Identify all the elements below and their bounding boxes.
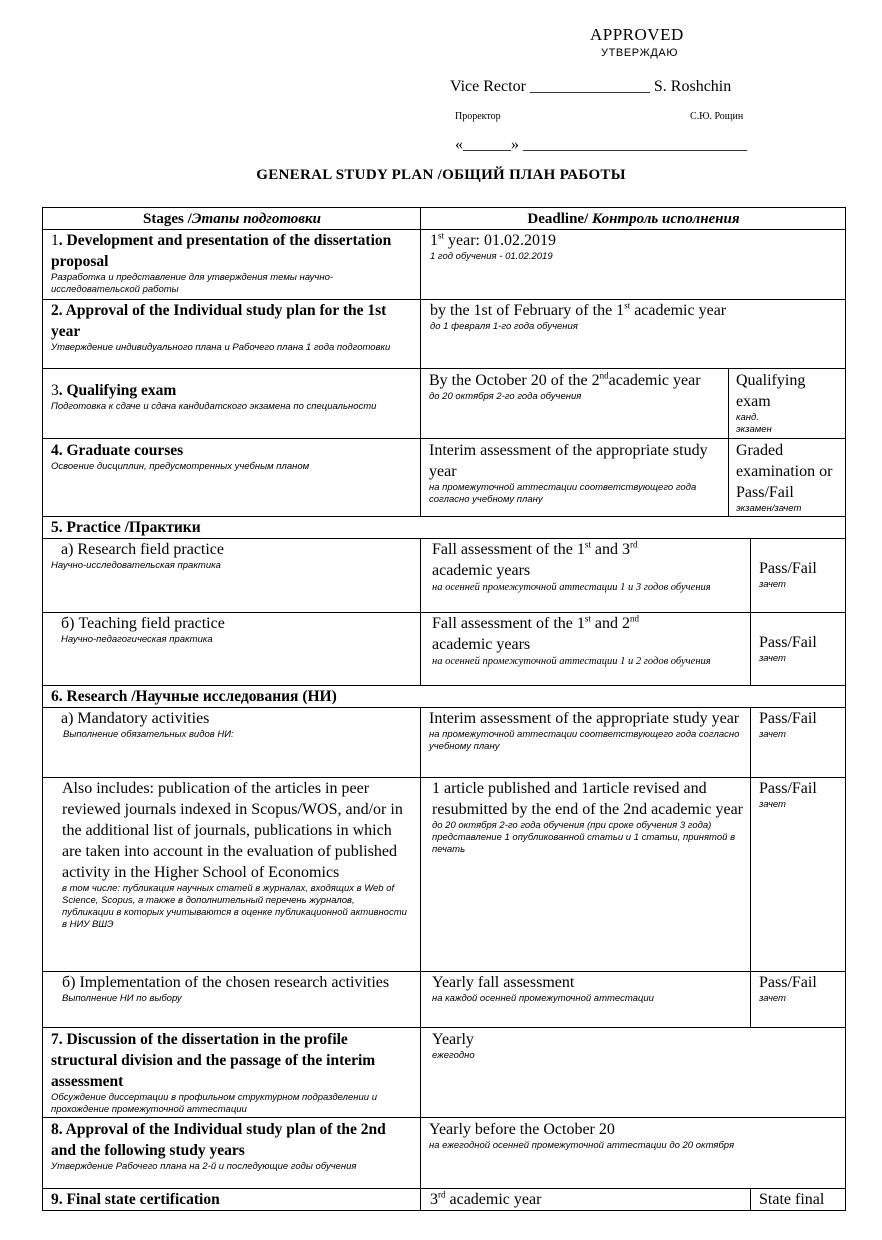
deadline-post: academic year [608, 372, 701, 389]
table-row-8-stage [51, 1119, 413, 1173]
table-row-5a-control [759, 558, 843, 591]
stage-title [51, 380, 413, 401]
deadline-part2: and 3 [590, 541, 630, 558]
col-divider [845, 207, 846, 1211]
stage-title: б) Implementation of the chosen research activities [62, 974, 390, 991]
deadline-text [430, 1189, 742, 1210]
row-divider [42, 368, 846, 369]
deadline-part2: and 2 [590, 615, 630, 632]
deadline-ru: до 1 февраля 1-го года обучения [430, 321, 578, 332]
stage-description-ru: Обсуждение диссертации в профильном структурном подразделении и прохождение промежуточной аттестации [51, 1092, 377, 1115]
stage-title-text: . Qualifying exam [58, 382, 177, 399]
table-row-6a-control [759, 708, 843, 741]
deadline-sup1: st [584, 613, 591, 624]
deadline-ru: на ежегодной осенней промежуточной аттестации до 20 октября [429, 1140, 735, 1151]
col-divider [728, 368, 729, 516]
row-divider [42, 438, 846, 439]
stage-title: 2. Approval of the Individual study plan for the 1st year [51, 302, 387, 340]
table-row-9-stage [51, 1189, 413, 1210]
stage-description-ru: Выполнение обязательных видов НИ: [63, 729, 234, 740]
deadline-ru: 1 год обучения - 01.02.2019 [430, 251, 553, 262]
table-row-5a-deadline [432, 539, 744, 594]
control-text: Pass/Fail [759, 780, 817, 797]
table-row-9-control [759, 1189, 843, 1210]
col-divider [420, 207, 421, 516]
stage-description-ru: в том числе: публикация научных статей в журналах, входящих в Web of Science, Scopus, а также в дополнительный перечень журналов, публикации в которых учитываются в оценке публикационной активности в НИУ ВШЭ [62, 883, 407, 930]
deadline-ru: на каждой осенней промежуточной аттестации [432, 993, 654, 1004]
column-header-stages-ru: Этапы подготовки [191, 211, 321, 227]
deadline-part3: academic years [432, 562, 531, 579]
deadline-sup2: nd [630, 613, 639, 624]
table-row-6b-deadline [432, 972, 744, 1005]
stage-title: а) Research field practice [61, 541, 225, 558]
stage-description-ru: Выполнение НИ по выбору [62, 993, 182, 1004]
stage-title: б) Teaching field practice [61, 615, 225, 632]
column-header-deadline [422, 209, 845, 229]
stage-title: Also includes: publication of the articles in peer reviewed journals indexed in Scopus/WOS, and/or in the additional list of journals, publications in which are taken into account in the evaluation of published activity in the Higher School of Economics [62, 780, 403, 881]
control-text: Pass/Fail [759, 560, 817, 577]
deadline-text [430, 300, 840, 321]
table-row-3-deadline [429, 370, 724, 403]
control-text: State final [759, 1191, 825, 1208]
control-text: Pass/Fail [759, 974, 817, 991]
approved-label: APPROVED [590, 25, 684, 44]
col-divider [750, 538, 751, 685]
deadline-text [429, 370, 724, 391]
deadline-text: Yearly [432, 1031, 474, 1048]
table-row-6a-stage [51, 708, 413, 741]
control-ru: зачет [759, 799, 786, 810]
control-ru: канд. экзамен [736, 412, 772, 435]
table-row-4-control [736, 440, 842, 515]
col-divider [420, 538, 421, 685]
row-divider [42, 1210, 846, 1211]
section-5-title: 5. Practice /Практики [51, 519, 201, 536]
table-row-5b-stage [51, 613, 413, 646]
stage-description-ru: Утверждение Рабочего плана на 2-й и последующие годы обучения [51, 1161, 357, 1172]
stage-title: 9. Final state certification [51, 1191, 220, 1208]
table-row-7-deadline [432, 1029, 832, 1062]
deadline-sup: st [438, 230, 445, 241]
stage-description-ru: Научно-педагогическая практика [61, 634, 213, 645]
stage-title: 4. Graduate courses [51, 442, 184, 459]
control-ru: зачет [759, 993, 786, 1004]
approved-label-ru: УТВЕРЖДАЮ [601, 47, 679, 59]
deadline-text: Yearly before the October 20 [429, 1121, 615, 1138]
col-divider [420, 707, 421, 1211]
control-ru: зачет [759, 579, 786, 590]
table-row-4-deadline [429, 440, 724, 506]
stage-title: а) Mandatory activities [61, 710, 210, 727]
table-row-3-control [736, 370, 836, 436]
table-row-5b-control [759, 632, 843, 665]
prorector-label-ru: Проректор [455, 111, 501, 122]
table-row-9-deadline [430, 1189, 742, 1210]
deadline-text: 1 article published and 1article revised and resubmitted by the end of the 2nd academic year [432, 780, 743, 818]
deadline-post: academic year [445, 1191, 542, 1208]
page-title: GENERAL STUDY PLAN /ОБЩИЙ ПЛАН РАБОТЫ [256, 167, 626, 183]
deadline-text: Interim assessment of the appropriate study year [429, 710, 740, 727]
deadline-post: year: 01.02.2019 [444, 232, 556, 249]
stage-description-ru: Утверждение индивидуального плана и Рабочего плана 1 года подготовки [51, 342, 391, 353]
deadline-sup: st [624, 300, 631, 311]
table-row-6b-control [759, 972, 843, 1005]
table-row-1-deadline [430, 230, 840, 263]
deadline-ru: на осенней промежуточной аттестации 1 и 3 годов обучения [432, 582, 711, 593]
deadline-ru: на осенней промежуточной аттестации 1 и 2 годов обучения [432, 656, 711, 667]
col-divider [750, 1188, 751, 1211]
col-divider [42, 207, 43, 1211]
table-row-6a-deadline [429, 708, 747, 753]
control-text: Qualifying exam [736, 372, 806, 410]
deadline-part1: Fall assessment of the 1 [432, 615, 585, 632]
table-row-6-also-deadline [432, 778, 744, 856]
stage-description-ru: Подготовка к сдаче и сдача кандидатского экзамена по специальности [51, 401, 377, 412]
deadline-text [432, 539, 744, 581]
deadline-text: Yearly fall assessment [432, 974, 575, 991]
table-row-6-also-control [759, 778, 843, 811]
deadline-sup: rd [438, 1189, 446, 1200]
column-header-stages [44, 209, 420, 229]
deadline-ru: до 20 октября 2-го года обучения (при сроке обучения 3 года) представление 1 опубликованной статьи и 1 статьи, принятой в печать [432, 820, 736, 855]
control-ru: зачет [759, 729, 786, 740]
column-header-deadline-ru: Контроль исполнения [592, 211, 740, 227]
date-line: «______» ____________________________ [455, 136, 747, 153]
signatory-name-ru: С.Ю. Рощин [690, 111, 744, 122]
table-row-7-stage [51, 1029, 413, 1116]
table-row-5a-stage [51, 539, 413, 572]
table-row-2-deadline [430, 300, 840, 333]
col-divider [750, 707, 751, 1027]
table-row-5b-deadline [432, 613, 744, 668]
deadline-pre: By the October 20 of the 2 [429, 372, 600, 389]
column-header-deadline-en: Deadline/ [527, 211, 592, 227]
deadline-pre: 1 [430, 232, 438, 249]
stage-title-text: . Development and presentation of the dissertation proposal [51, 232, 392, 270]
stage-description-ru: Разработка и представление для утверждения темы научно-исследовательской работы [51, 272, 334, 295]
deadline-sup1: st [584, 539, 591, 550]
table-row-6b-stage [62, 972, 408, 1005]
deadline-text: Interim assessment of the appropriate study year [429, 442, 708, 480]
deadline-post: academic year [630, 302, 727, 319]
table-row-1-stage [51, 230, 413, 296]
deadline-ru: на промежуточной аттестации соответствующего года согласно учебному плану [429, 729, 740, 752]
stage-description-ru: Научно-исследовательская практика [51, 560, 221, 571]
deadline-pre: 3 [430, 1191, 438, 1208]
control-text: Graded examination or Pass/Fail [736, 442, 833, 501]
table-row-8-deadline [429, 1119, 839, 1152]
table-row-3-stage [51, 380, 413, 413]
row-divider [42, 207, 846, 208]
stage-title: 7. Discussion of the dissertation in the profile structural division and the passage of the interim assessment [51, 1031, 376, 1090]
table-row-2-stage [51, 300, 413, 354]
deadline-ru: до 20 октября 2-го года обучения [429, 391, 582, 402]
deadline-ru: на промежуточной аттестации соответствующего года согласно учебному плану [429, 482, 697, 505]
deadline-text [430, 230, 840, 251]
deadline-sup: nd [599, 370, 609, 381]
deadline-sup2: rd [630, 539, 638, 550]
table-row-4-stage [51, 440, 413, 473]
stage-title: 8. Approval of the Individual study plan of the 2nd and the following study years [51, 1121, 386, 1159]
stage-description-ru: Освоение дисциплин, предусмотренных учебным планом [51, 461, 310, 472]
stage-title [51, 230, 413, 272]
table-row-6-also-stage [62, 778, 408, 931]
deadline-ru: ежегодно [432, 1050, 475, 1061]
deadline-part3: academic years [432, 636, 531, 653]
deadline-pre: by the 1st of February of the 1 [430, 302, 625, 319]
control-text: Pass/Fail [759, 634, 817, 651]
stage-number: 3 [51, 382, 59, 399]
deadline-part1: Fall assessment of the 1 [432, 541, 585, 558]
stage-number: 1 [51, 232, 59, 249]
vice-rector-line: Vice Rector _______________ S. Roshchin [450, 78, 732, 95]
row-divider [42, 1027, 846, 1028]
control-ru: зачет [759, 653, 786, 664]
deadline-text [432, 613, 744, 655]
control-ru: экзамен/зачет [736, 503, 802, 514]
control-text: Pass/Fail [759, 710, 817, 727]
column-header-stages-en: Stages / [143, 211, 192, 227]
row-divider [42, 1117, 846, 1118]
section-6-title: 6. Research /Научные исследования (НИ) [51, 688, 337, 705]
